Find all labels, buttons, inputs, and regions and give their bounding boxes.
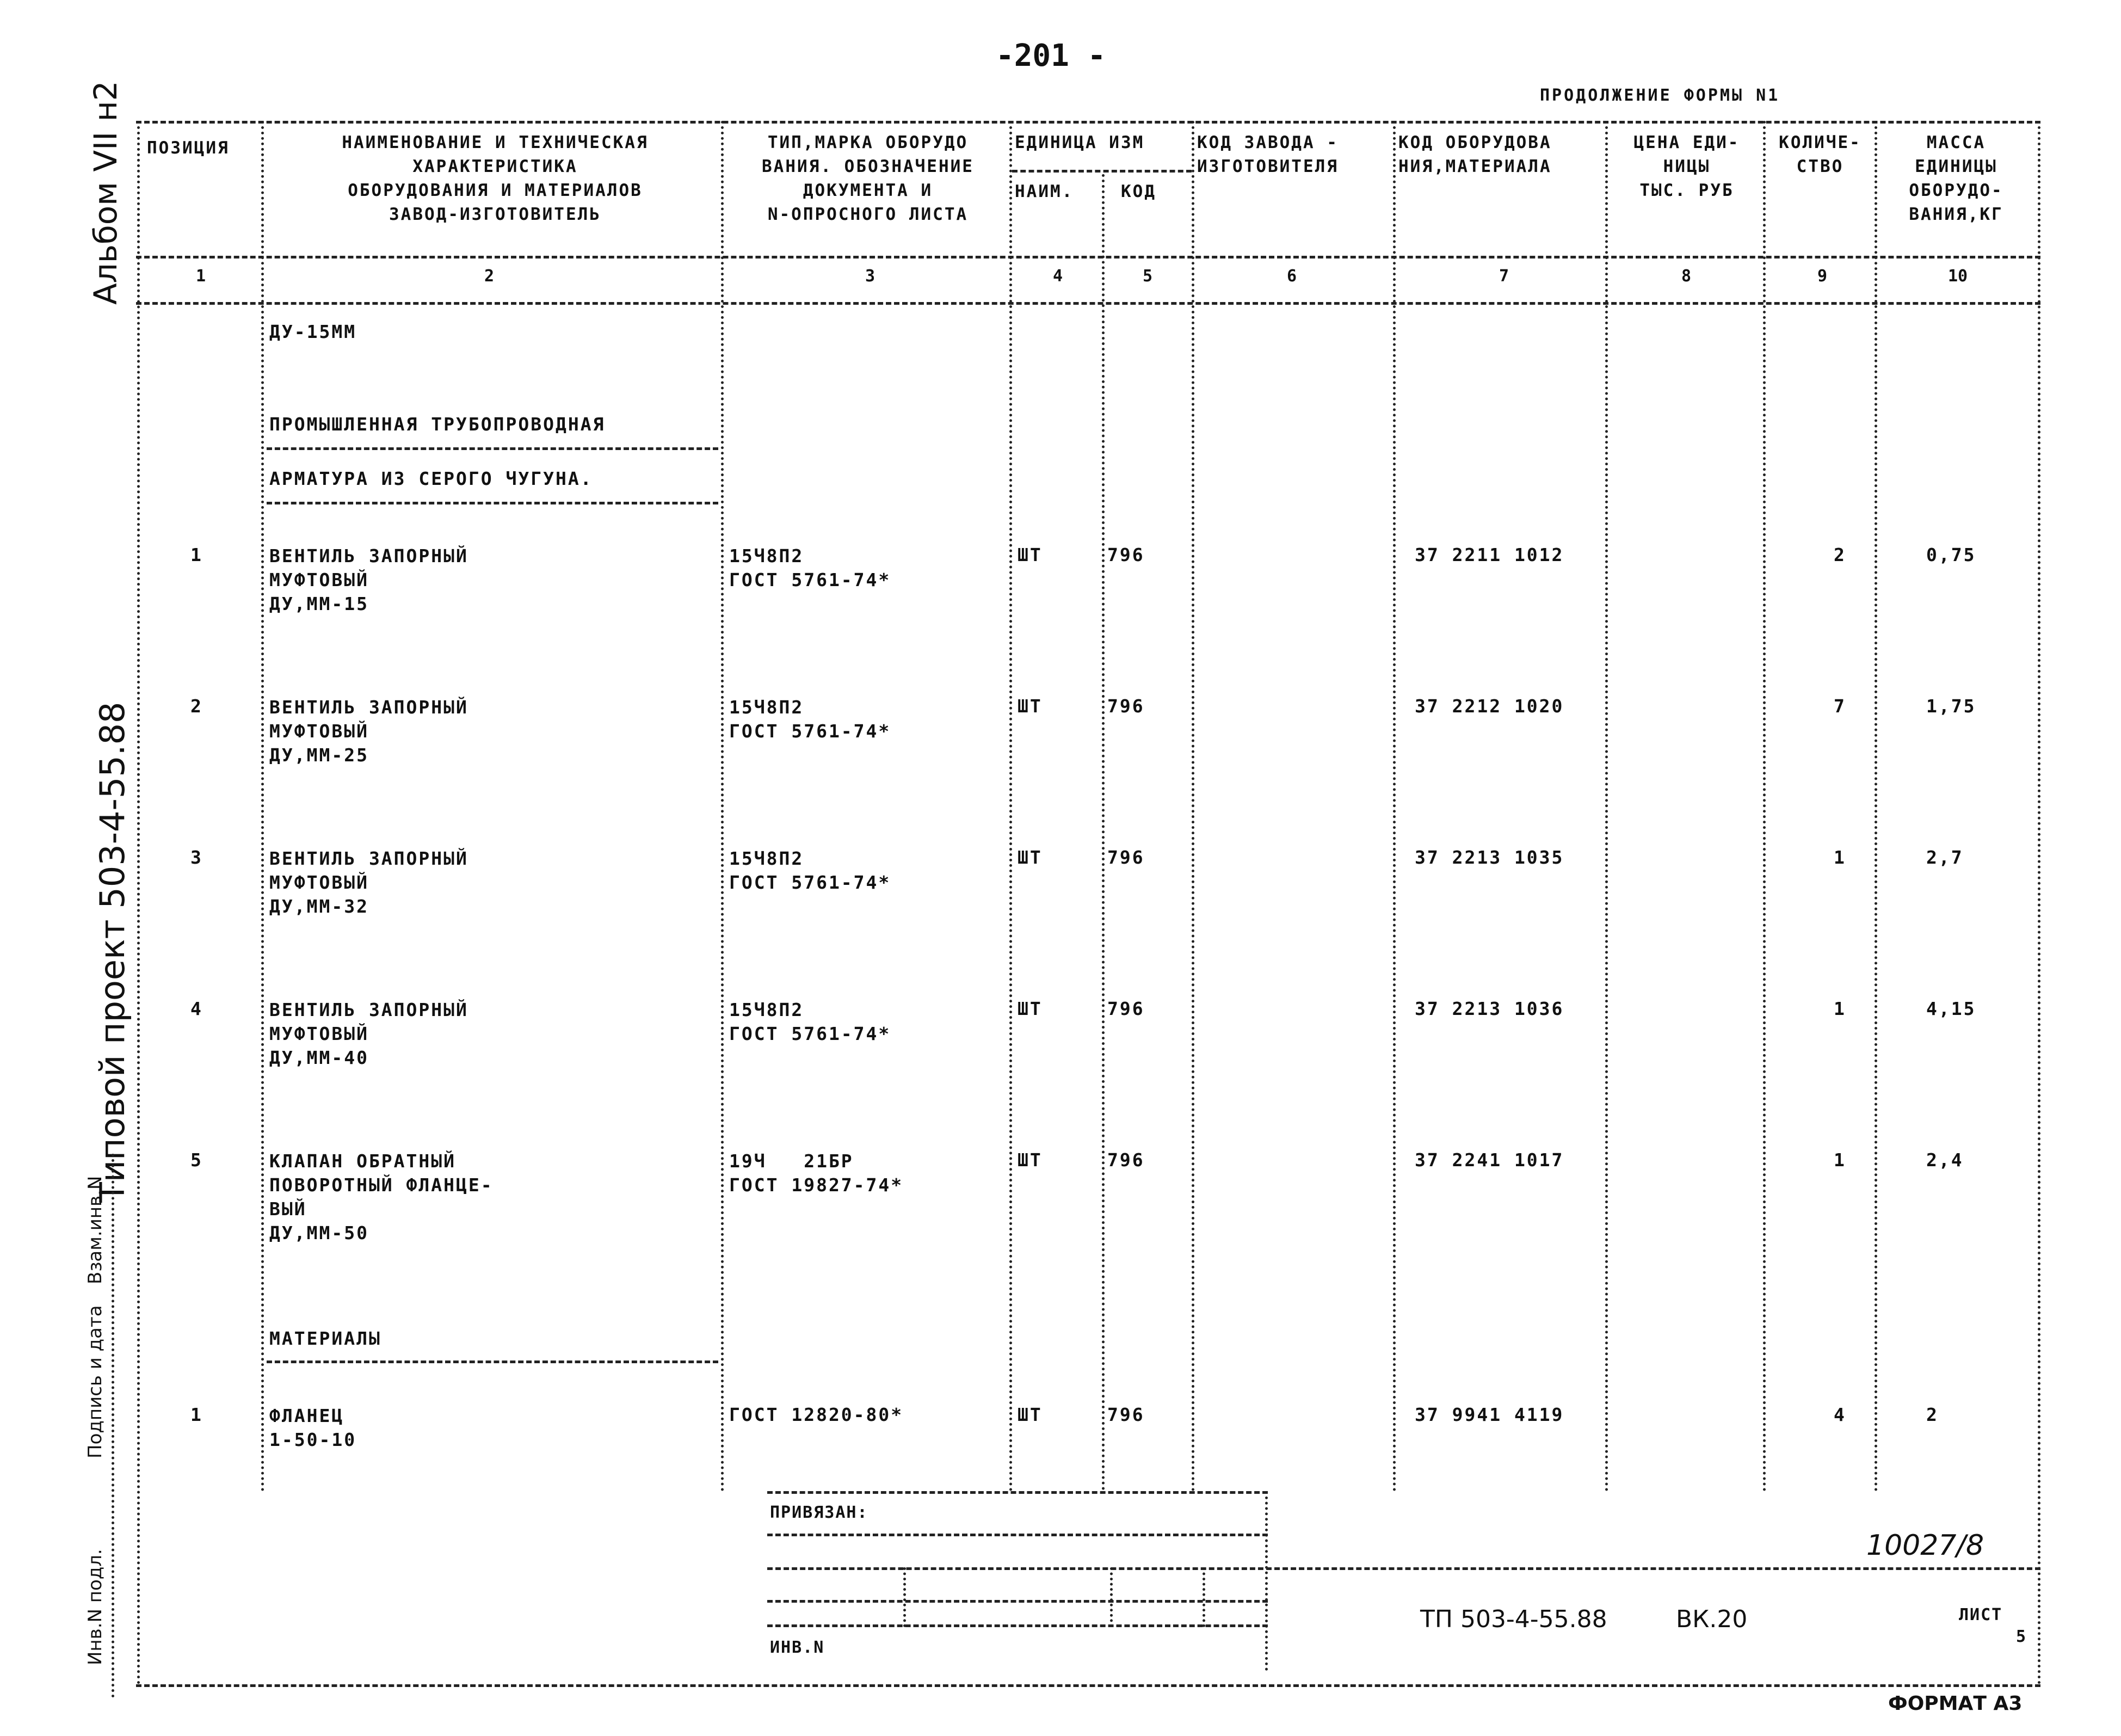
header-col3: ТИП,МАРКА ОБОРУДО ВАНИЯ. ОБОЗНАЧЕНИЕ ДОКУМЕНТА И N-ОПРОСНОГО ЛИСТА [762, 133, 974, 224]
stamp-sheet-num: 5 [2016, 1627, 2027, 1646]
col-divider [1192, 121, 1194, 1492]
row-pos: 4 [190, 998, 203, 1019]
materials-underline [267, 1361, 718, 1363]
colnum-1: 1 [196, 267, 206, 286]
row-code: 796 [1107, 544, 1145, 565]
stamp-line [767, 1491, 1268, 1494]
row-equip-code: 37 2241 1017 [1415, 1149, 1564, 1171]
stamp-divider [1265, 1491, 1268, 1671]
stamp-inv: ИНВ.N [770, 1638, 825, 1657]
stamp-code: ВК.20 [1676, 1605, 1748, 1633]
row-type: 15Ч8П2 ГОСТ 5761-74* [729, 999, 891, 1044]
row-qty: 1 [1834, 847, 1846, 868]
row-mass: 0,75 [1926, 544, 1976, 565]
row-pos: 2 [190, 695, 203, 717]
frame-bottom [136, 1684, 2040, 1687]
header-unit: ЕДИНИЦА ИЗМ [1015, 133, 1145, 152]
row-unit: ШТ [1018, 1404, 1043, 1425]
colnum-4: 4 [1053, 267, 1063, 286]
row-name: КЛАПАН ОБРАТНЫЙ ПОВОРОТНЫЙ ФЛАНЦЕ- ВЫЙ ДУ,ММ-50 [269, 1150, 494, 1243]
stamp-doc: ТП 503-4-55.88 [1420, 1605, 1607, 1633]
row-code: 796 [1107, 847, 1145, 868]
row-equip-code: 37 2213 1036 [1415, 998, 1564, 1019]
row-unit: ШТ [1018, 1149, 1043, 1171]
sign-block-border [112, 1154, 114, 1698]
stamp-line [767, 1567, 2040, 1570]
header-col7: КОД ОБОРУДОВА НИЯ,МАТЕРИАЛА [1398, 133, 1552, 176]
row-name: ВЕНТИЛЬ ЗАПОРНЫЙ МУФТОВЫЙ ДУ,ММ-25 [269, 697, 468, 766]
stamp-sheet-label: ЛИСТ [1959, 1605, 2003, 1624]
header-col2: НАИМЕНОВАНИЕ И ТЕХНИЧЕСКАЯ ХАРАКТЕРИСТИКА ОБОРУДОВАНИЯ И МАТЕРИАЛОВ ЗАВОД-ИЗГОТОВИТЕЛЬ [342, 133, 649, 224]
row-qty: 7 [1834, 695, 1846, 717]
stamp-line [767, 1600, 1268, 1603]
row-equip-code: 37 2213 1035 [1415, 847, 1564, 868]
header-col10: МАССА ЕДИНИЦЫ ОБОРУДО- ВАНИЯ,КГ [1909, 133, 2003, 224]
colnum-6: 6 [1287, 267, 1297, 286]
row-type: 15Ч8П2 ГОСТ 5761-74* [729, 697, 891, 742]
project-label: Типовой проект 503-4-55.88 [93, 701, 132, 1203]
row-pos: 1 [190, 1404, 203, 1425]
section-title-2: АРМАТУРА ИЗ СЕРОГО ЧУГУНА. [269, 468, 593, 489]
album-label: Альбом VII н2 [87, 81, 124, 305]
row-equip-code: 37 2211 1012 [1415, 544, 1564, 565]
col-divider [1102, 174, 1105, 1491]
row-pos: 3 [190, 847, 203, 868]
row-code: 796 [1107, 998, 1145, 1019]
row-mass: 2,4 [1926, 1149, 1964, 1171]
frame-top [136, 121, 2040, 124]
colnum-5: 5 [1143, 267, 1153, 286]
stamp-divider [903, 1567, 906, 1627]
col-divider [1763, 121, 1766, 1492]
frame-right [2038, 121, 2040, 1685]
header-bottom [136, 256, 2040, 258]
colnum-8: 8 [1681, 267, 1692, 286]
continuation-label: ПРОДОЛЖЕНИЕ ФОРМЫ N1 [1540, 86, 1780, 105]
colnum-9: 9 [1817, 267, 1828, 286]
row-type: ГОСТ 12820-80* [729, 1404, 904, 1425]
row-code: 796 [1107, 695, 1145, 717]
header-col1: ПОЗИЦИЯ [147, 138, 230, 158]
sign-block-date: Подпись и дата [84, 1305, 106, 1458]
row-equip-code: 37 2212 1020 [1415, 695, 1564, 717]
stamp-handwritten: 10027/8 [1866, 1529, 1984, 1562]
section-underline [267, 502, 718, 504]
row-mass: 4,15 [1926, 998, 1976, 1019]
page-number: -201 - [996, 38, 1106, 73]
header-unit-code: КОД [1121, 182, 1156, 201]
row-qty: 2 [1834, 544, 1846, 565]
colnum-2: 2 [484, 267, 495, 286]
col-divider [721, 121, 724, 1492]
row-mass: 2,7 [1926, 847, 1964, 868]
header-col6: КОД ЗАВОДА - ИЗГОТОВИТЕЛЯ [1197, 133, 1339, 176]
row-pos: 1 [190, 544, 203, 565]
row-unit: ШТ [1018, 695, 1043, 717]
header-unit-name: НАИМ. [1015, 182, 1074, 201]
colnum-7: 7 [1499, 267, 1509, 286]
row-name: ФЛАНЕЦ 1-50-10 [269, 1405, 357, 1450]
stamp-line [767, 1624, 1268, 1627]
row-mass: 1,75 [1926, 695, 1976, 717]
row-qty: 4 [1834, 1404, 1846, 1425]
row-qty: 1 [1834, 1149, 1846, 1171]
row-type: 15Ч8П2 ГОСТ 5761-74* [729, 545, 891, 590]
row-pos: 5 [190, 1149, 203, 1171]
col-divider [1605, 121, 1608, 1492]
stamp-divider [1203, 1567, 1205, 1627]
stamp-divider [1110, 1567, 1113, 1627]
row-type: 15Ч8П2 ГОСТ 5761-74* [729, 848, 891, 893]
intro-du: ДУ-15ММ [269, 321, 357, 342]
section-underline [267, 447, 718, 450]
row-name: ВЕНТИЛЬ ЗАПОРНЫЙ МУФТОВЫЙ ДУ,ММ-32 [269, 848, 468, 917]
col-divider [261, 121, 264, 1492]
col-divider [1393, 121, 1396, 1492]
colnum-3: 3 [865, 267, 875, 286]
row-name: ВЕНТИЛЬ ЗАПОРНЫЙ МУФТОВЫЙ ДУ,ММ-40 [269, 999, 468, 1068]
format-label: ФОРМАТ А3 [1888, 1692, 2023, 1715]
row-unit: ШТ [1018, 847, 1043, 868]
header-col9: КОЛИЧЕ- СТВО [1779, 133, 1861, 176]
colnum-bottom [136, 302, 2040, 305]
stamp-line [767, 1534, 1268, 1536]
unit-subheader-line [1012, 170, 1192, 173]
colnum-10: 10 [1948, 267, 1968, 286]
col-divider [1875, 121, 1877, 1492]
stamp-privyazan: ПРИВЯЗАН: [770, 1503, 868, 1522]
section-title-1: ПРОМЫШЛЕННАЯ ТРУБОПРОВОДНАЯ [269, 414, 606, 435]
row-code: 796 [1107, 1149, 1145, 1171]
materials-label: МАТЕРИАЛЫ [269, 1328, 381, 1349]
row-qty: 1 [1834, 998, 1846, 1019]
sign-block-inv: Инв.N подл. [84, 1549, 106, 1665]
row-unit: ШТ [1018, 544, 1043, 565]
col-divider [1009, 121, 1012, 1492]
sign-block-replace: Взам.инв.N [84, 1175, 106, 1284]
header-col8: ЦЕНА ЕДИ- НИЦЫ ТЫС. РУБ [1633, 133, 1740, 200]
row-equip-code: 37 9941 4119 [1415, 1404, 1564, 1425]
frame-left [137, 121, 140, 1685]
row-unit: ШТ [1018, 998, 1043, 1019]
row-name: ВЕНТИЛЬ ЗАПОРНЫЙ МУФТОВЫЙ ДУ,ММ-15 [269, 545, 468, 614]
row-type: 19Ч 21БР ГОСТ 19827-74* [729, 1150, 904, 1196]
row-mass: 2 [1926, 1404, 1939, 1425]
row-code: 796 [1107, 1404, 1145, 1425]
